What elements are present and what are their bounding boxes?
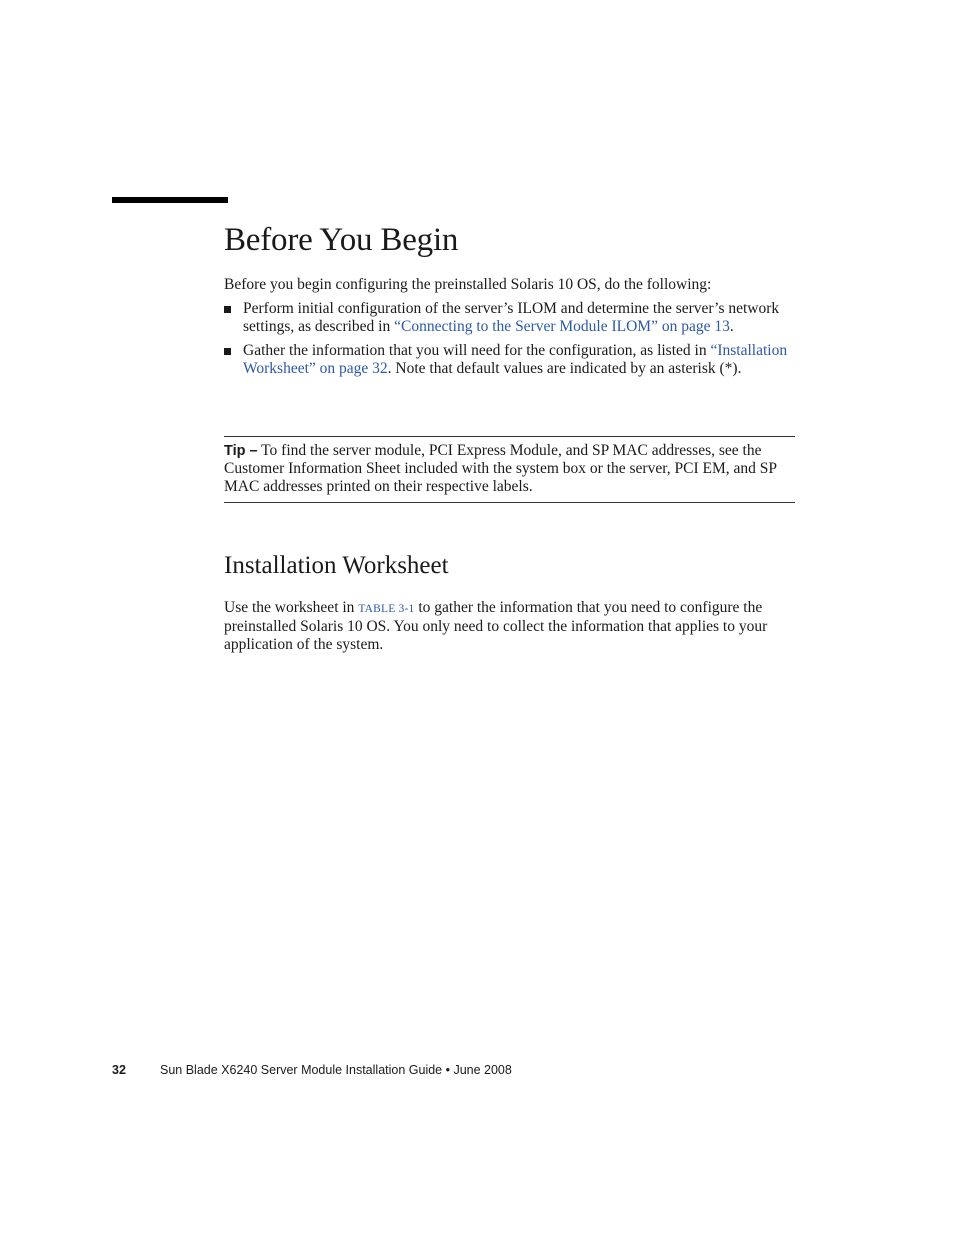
- footer-separator: •: [442, 1063, 454, 1077]
- bullet-text-end: .: [729, 318, 734, 335]
- section-text: Use the worksheet in: [224, 599, 359, 616]
- section-heading: Installation Worksheet: [224, 552, 449, 579]
- tip-text: To find the server module, PCI Express Module, and SP MAC addresses, see the Customer Information Sheet included with the system box or the server, PCI EM, and SP MAC addresses printed on their respective labels.: [224, 442, 777, 495]
- footer-date: June 2008: [453, 1063, 512, 1077]
- chapter-rule: [112, 197, 228, 203]
- square-bullet-icon: [224, 306, 231, 313]
- link-connecting-ilom[interactable]: “Connecting to the Server Module ILOM” on page 13: [394, 318, 730, 335]
- square-bullet-icon: [224, 348, 231, 355]
- bullet-text: Gather the information that you will need for the configuration, as listed in: [243, 342, 711, 359]
- list-item: [224, 300, 796, 336]
- list-item: [224, 342, 796, 378]
- bullet-list: [224, 300, 796, 384]
- page-number: 32: [112, 1063, 126, 1077]
- link-installation-worksheet[interactable]: “Installation Worksheet” on page 32: [243, 342, 788, 377]
- link-table-3-1[interactable]: TABLE 3-1: [358, 603, 415, 615]
- tip-box: [224, 436, 795, 503]
- section-paragraph: [224, 599, 796, 654]
- section-text-end: to gather the information that you need to configure the preinstalled Solaris 10 OS. You only need to collect the information that applies to your application of the system.: [224, 599, 768, 653]
- footer-title: Sun Blade X6240 Server Module Installation Guide: [160, 1063, 443, 1077]
- page-title: Before You Begin: [224, 222, 459, 258]
- intro-paragraph: Before you begin configuring the preinstalled Solaris 10 OS, do the following:: [224, 276, 712, 293]
- bullet-text-end: . Note that default values are indicated by an asterisk (*).: [387, 360, 742, 377]
- page-footer: [112, 1063, 512, 1077]
- bullet-text: Perform initial configuration of the server’s ILOM and determine the server’s network settings, as described in: [243, 300, 780, 335]
- tip-label: Tip –: [224, 443, 258, 459]
